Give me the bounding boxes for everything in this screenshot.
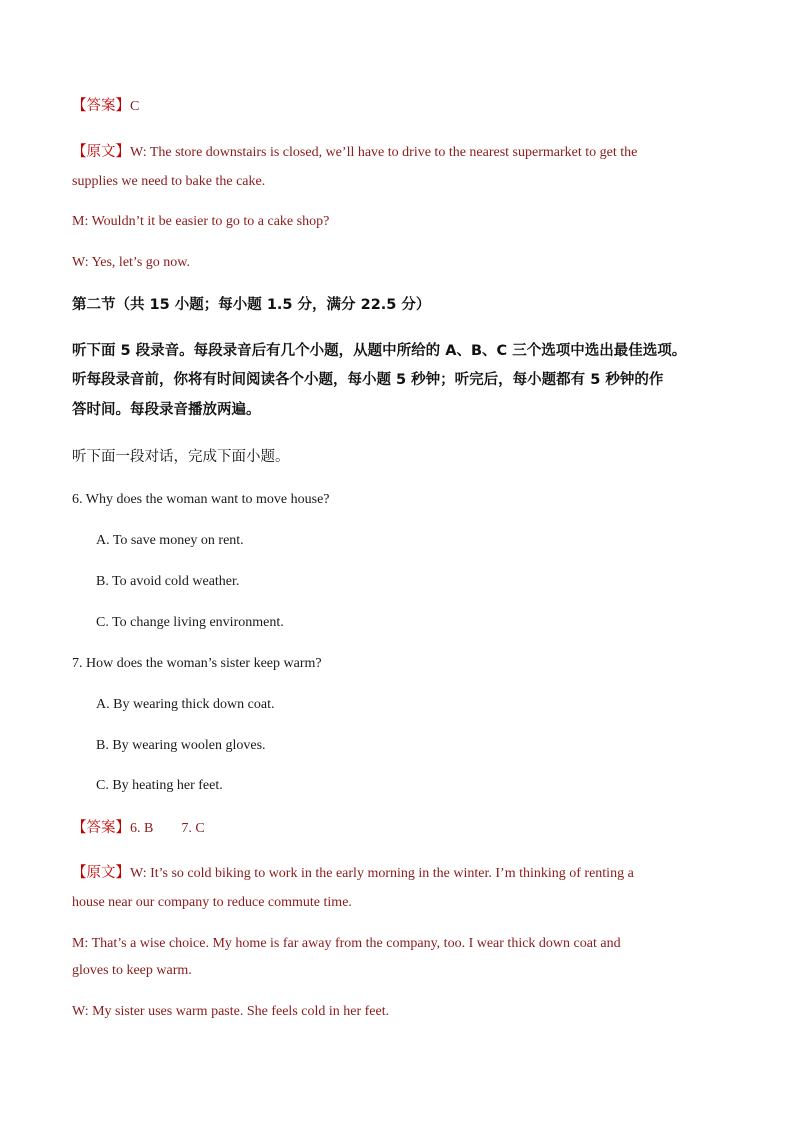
question-7-option-c: C. By heating her feet.	[96, 778, 223, 793]
question-7-option-a: A. By wearing thick down coat.	[96, 697, 275, 712]
section-instruction-3: 答时间。每段录音播放两遍。	[72, 402, 261, 418]
section-heading: 第二节（共 15 小题；每小题 1.5 分，满分 22.5 分）	[72, 297, 431, 313]
transcript-label: 【原文】	[72, 865, 130, 881]
transcript-2-line-2: house near our company to reduce commute time.	[72, 895, 352, 910]
question-6-stem: 6. Why does the woman want to move house?	[72, 492, 330, 507]
section-instruction-2: 听每段录音前，你将有时间阅读各个小题，每小题 5 秒钟；听完后，每小题都有 5 秒钟的作	[72, 372, 664, 388]
transcript-2-line-1: 【原文】W: It’s so cold biking to work in the early morning in the winter. I’m thinking of renting a	[72, 865, 634, 881]
answer-value: C	[130, 99, 140, 114]
transcript-1-line-4: W: Yes, let’s go now.	[72, 255, 190, 270]
question-6-option-b: B. To avoid cold weather.	[96, 574, 240, 589]
transcript-1-line-1: 【原文】W: The store downstairs is closed, we’ll have to drive to the nearest supermarket to get the	[72, 144, 638, 160]
transcript-1-line-3: M: Wouldn’t it be easier to go to a cake shop?	[72, 214, 330, 229]
transcript-1-line-2: supplies we need to bake the cake.	[72, 174, 266, 189]
question-7-option-b: B. By wearing woolen gloves.	[96, 738, 266, 753]
section-instruction-1: 听下面 5 段录音。每段录音后有几个小题，从题中所给的 A、B、C 三个选项中选出最佳选项。	[72, 343, 687, 359]
answer-label: 【答案】	[72, 820, 130, 836]
section-subheading: 听下面一段对话，完成下面小题。	[72, 449, 290, 465]
transcript-2-line-5: W: My sister uses warm paste. She feels cold in her feet.	[72, 1004, 390, 1019]
answer-value-6: 6. B	[130, 821, 154, 836]
transcript-label: 【原文】	[72, 144, 130, 160]
answer-1	[72, 96, 722, 117]
question-6-option-c: C. To change living environment.	[96, 615, 284, 630]
answer-2	[72, 818, 722, 839]
question-7-stem: 7. How does the woman’s sister keep warm?	[72, 656, 322, 671]
transcript-2-line-4: gloves to keep warm.	[72, 963, 192, 978]
question-6-option-a: A. To save money on rent.	[96, 533, 244, 548]
answer-label: 【答案】	[72, 98, 130, 114]
answer-value-7: 7. C	[181, 821, 205, 836]
transcript-2-line-3: M: That’s a wise choice. My home is far away from the company, too. I wear thick down coat and	[72, 936, 621, 951]
